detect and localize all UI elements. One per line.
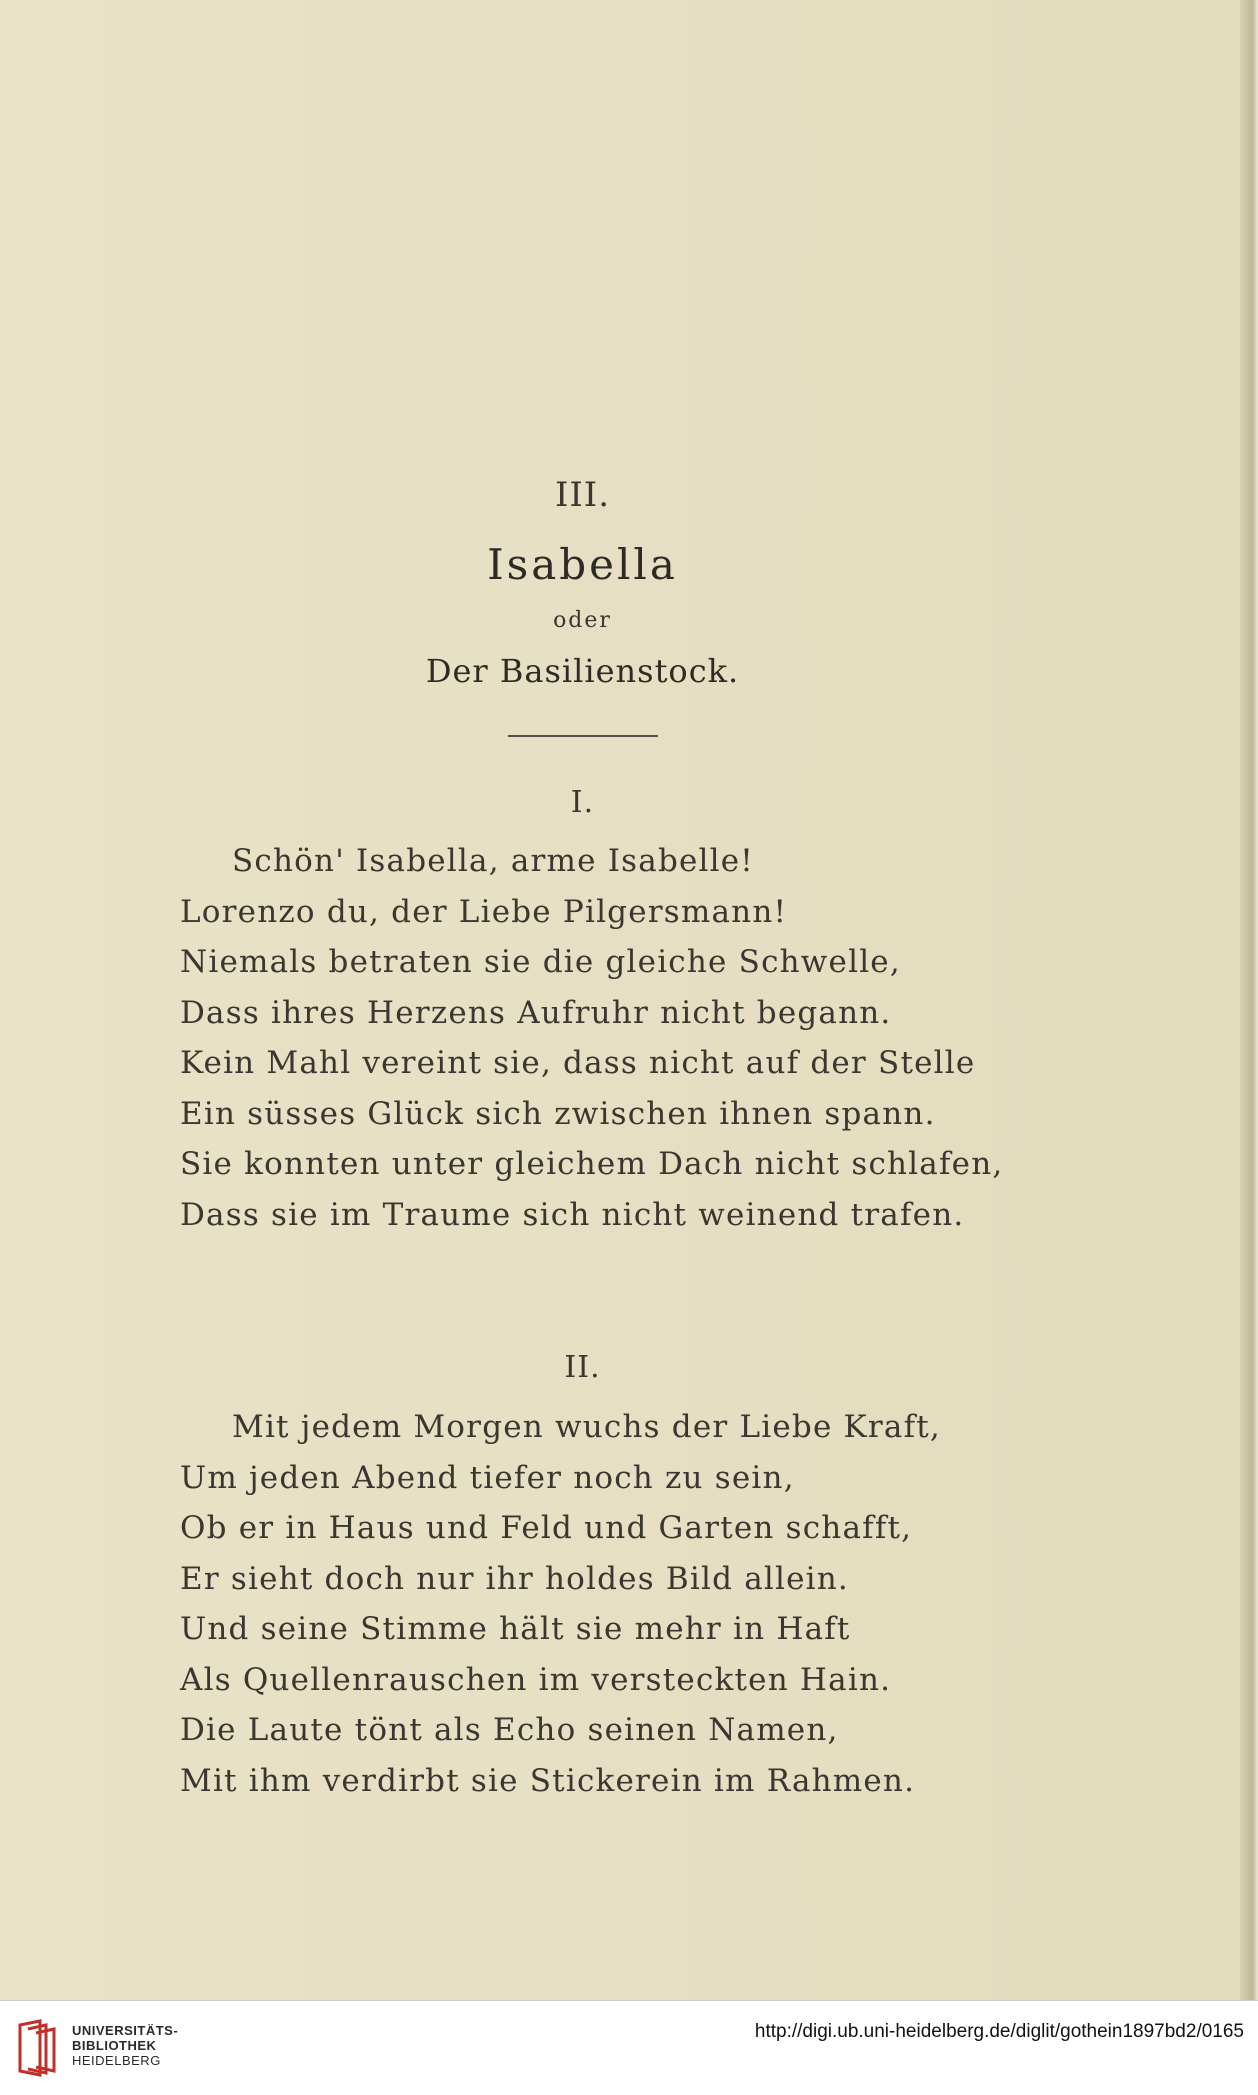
library-logo-text bbox=[72, 2023, 178, 2068]
verse-line: Um jeden Abend tiefer noch zu sein, bbox=[180, 1459, 795, 1496]
stanza bbox=[180, 1402, 980, 1806]
logo-line: UNIVERSITÄTS- bbox=[72, 2023, 179, 2038]
stanza-number: II. bbox=[564, 1350, 601, 1385]
logo-line: HEIDELBERG bbox=[72, 2053, 161, 2068]
footer-bar bbox=[0, 2000, 1258, 2095]
stanza bbox=[180, 836, 1004, 1240]
verse-line: Dass sie im Traume sich nicht weinend trafen. bbox=[180, 1196, 965, 1233]
logo-line: BIBLIOTHEK bbox=[72, 2038, 157, 2053]
verse-line: Lorenzo du, der Liebe Pilgersmann! bbox=[180, 893, 788, 930]
verse-line: Niemals betraten sie die gleiche Schwelle, bbox=[180, 944, 901, 980]
source-url-link[interactable]: http://digi.ub.uni-heidelberg.de/diglit/gothein1897bd2/0165 bbox=[754, 2021, 1244, 2042]
poem-title: Isabella bbox=[487, 540, 678, 589]
verse-line: Ob er in Haus und Feld und Garten schafft, bbox=[180, 1510, 913, 1546]
verse-line: Sie konnten unter gleichem Dach nicht schlafen, bbox=[180, 1146, 1004, 1182]
poem-subtitle: Der Basilienstock. bbox=[425, 652, 740, 690]
title-conjunction: oder bbox=[553, 608, 612, 633]
verse-line: Ein süsses Glück sich zwischen ihnen spann. bbox=[180, 1095, 936, 1132]
verse-line: Und seine Stimme hält sie mehr in Haft bbox=[180, 1611, 851, 1647]
verse-line: Als Quellenrauschen im versteckten Hain. bbox=[180, 1661, 892, 1698]
verse-line: Kein Mahl vereint sie, dass nicht auf der Stelle bbox=[180, 1045, 976, 1081]
verse-line: Mit jedem Morgen wuchs der Liebe Kraft, bbox=[232, 1409, 941, 1445]
verse-line: Schön' Isabella, arme Isabelle! bbox=[232, 843, 754, 879]
library-logo-icon bbox=[14, 2017, 60, 2079]
chapter-number: III. bbox=[554, 475, 611, 515]
stanza-number: I. bbox=[570, 785, 595, 820]
page-edge bbox=[1240, 0, 1258, 2000]
title-divider bbox=[508, 735, 658, 737]
verse-line: Er sieht doch nur ihr holdes Bild allein. bbox=[180, 1560, 849, 1597]
verse-line: Dass ihres Herzens Aufruhr nicht begann. bbox=[180, 994, 892, 1031]
verse-line: Mit ihm verdirbt sie Stickerein im Rahmen. bbox=[180, 1762, 916, 1799]
verse-line: Die Laute tönt als Echo seinen Namen, bbox=[180, 1712, 839, 1748]
